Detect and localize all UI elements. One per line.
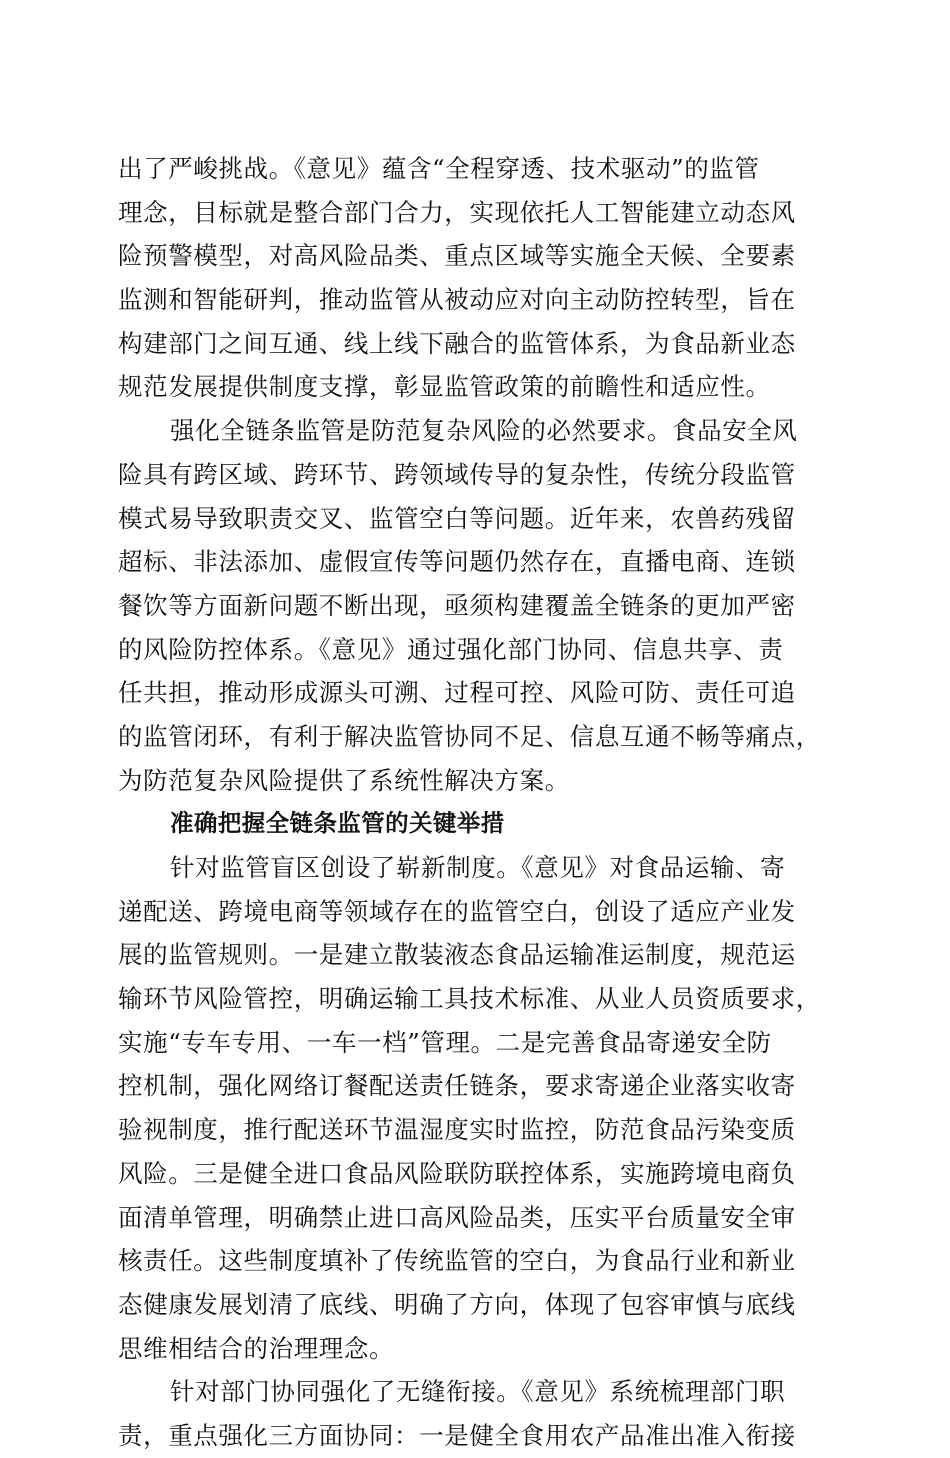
text-line: 餐饮等方面新问题不断出现，亟须构建覆盖全链条的更加严密 xyxy=(118,590,796,620)
text-line: 超标、非法添加、虚假宣传等问题仍然存在，直播电商、连锁 xyxy=(118,547,796,577)
text-line: 理念，目标就是整合部门合力，实现依托人工智能建立动态风 xyxy=(118,197,796,227)
text-line: 险具有跨区域、跨环节、跨领域传导的复杂性，传统分段监管 xyxy=(118,459,796,489)
text-line: 任共担，推动形成源头可溯、过程可控、风险可防、责任可追 xyxy=(118,678,796,708)
section-heading xyxy=(118,802,828,846)
text-line: 递配送、跨境电商等领域存在的监管空白，创设了适应产业发 xyxy=(118,896,796,926)
section-heading-text: 准确把握全链条监管的关键举措 xyxy=(170,809,505,838)
paragraph-department-coordination xyxy=(118,1370,828,1457)
text-line: 监测和智能研判，推动监管从被动应对向主动防控转型，旨在 xyxy=(118,285,796,315)
text-line: 面清单管理，明确禁止进口高风险品类，压实平台质量安全审 xyxy=(118,1202,796,1232)
text-line: 态健康发展划清了底线、明确了方向，体现了包容审慎与底线 xyxy=(118,1289,796,1319)
text-line: 强化全链条监管是防范复杂风险的必然要求。食品安全风 xyxy=(170,416,798,446)
text-line: 针对监管盲区创设了崭新制度。《意见》对食品运输、寄 xyxy=(170,853,786,882)
text-line: 出了严峻挑战。《意见》蕴含“全程穿透、技术驱动”的监管 xyxy=(118,154,760,183)
text-line: 构建部门之间互通、线上线下融合的监管体系，为食品新业态 xyxy=(118,328,796,358)
text-line: 展的监管规则。一是建立散装液态食品运输准运制度，规范运 xyxy=(118,940,796,970)
paragraph-continued xyxy=(118,147,828,409)
text-line: 思维相结合的治理理念。 xyxy=(118,1333,395,1363)
text-line: 的风险防控体系。《意见》通过强化部门协同、信息共享、责 xyxy=(118,634,784,664)
text-line: 控机制，强化网络订餐配送责任链条，要求寄递企业落实收寄 xyxy=(118,1071,796,1101)
text-line: 风险。三是健全进口食品风险联防联控体系，实施跨境电商负 xyxy=(118,1158,796,1188)
text-line: 验视制度，推行配送环节温湿度实时监控，防范食品污染变质 xyxy=(118,1115,796,1145)
text-line: 为防范复杂风险提供了系统性解决方案。 xyxy=(118,765,570,795)
document-body xyxy=(118,147,828,1458)
text-line: 险预警模型，对高风险品类、重点区域等实施全天候、全要素 xyxy=(118,241,796,271)
text-line: 核责任。这些制度填补了传统监管的空白，为食品行业和新业 xyxy=(118,1246,796,1276)
paragraph-full-chain-necessity xyxy=(118,409,828,802)
text-line: 的监管闭环，有利于解决监管协同不足、信息互通不畅等痛点， xyxy=(118,721,821,751)
text-line: 规范发展提供制度支撑，彰显监管政策的前瞻性和适应性。 xyxy=(118,372,771,402)
text-line: 针对部门协同强化了无缝衔接。《意见》系统梳理部门职 xyxy=(170,1377,786,1407)
text-line: 责，重点强化三方面协同：一是健全食用农产品准出准入衔接 xyxy=(118,1420,796,1450)
text-line: 实施“专车专用、一车一档”管理。二是完善食品寄递安全防 xyxy=(118,1027,772,1057)
paragraph-new-systems xyxy=(118,846,828,1370)
text-line: 输环节风险管控，明确运输工具技术标准、从业人员资质要求， xyxy=(118,984,821,1014)
text-line: 模式易导致职责交叉、监管空白等问题。近年来，农兽药残留 xyxy=(118,503,796,533)
